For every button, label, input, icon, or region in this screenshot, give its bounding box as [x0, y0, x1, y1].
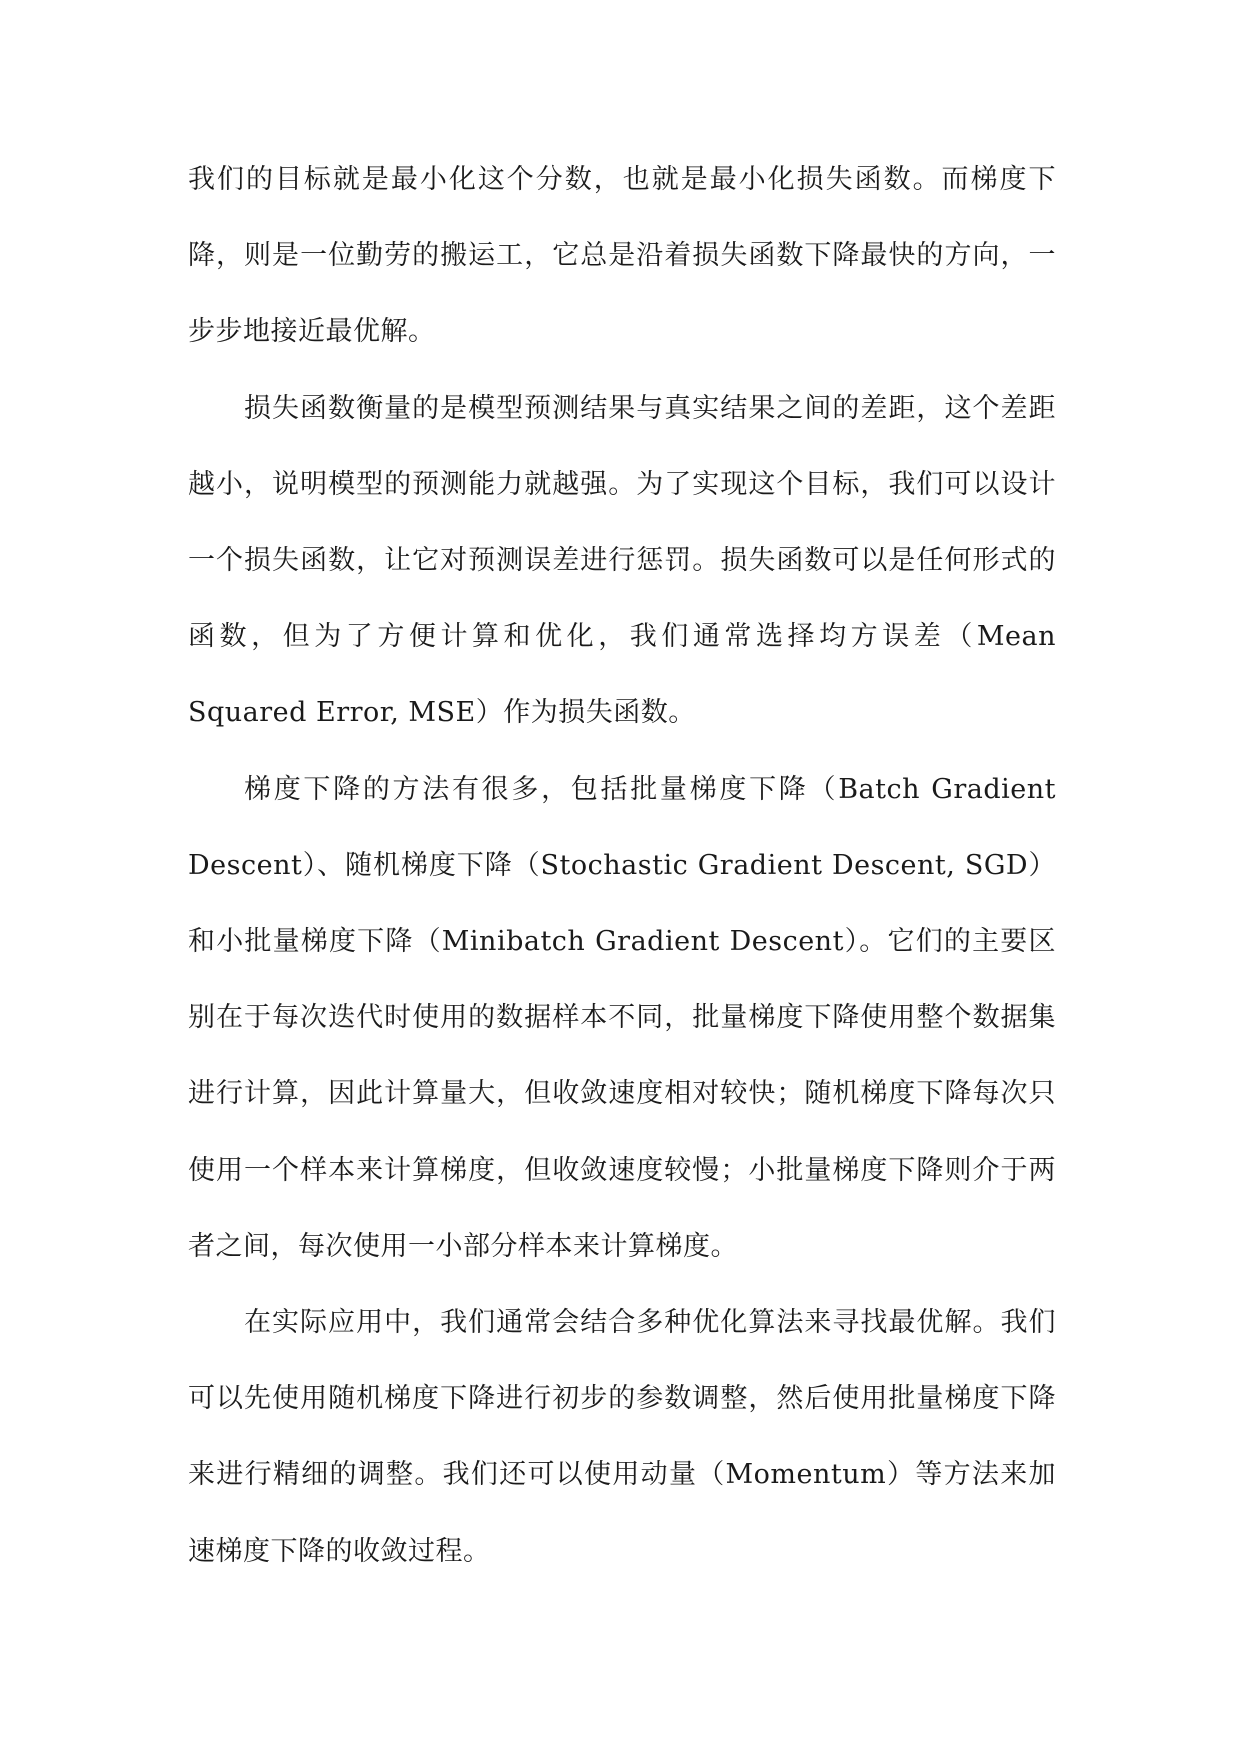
paragraph-loss-function: 损失函数衡量的是模型预测结果与真实结果之间的差距，这个差距越小，说明模型的预测能力就越强。为了实现这个目标，我们可以设计一个损失函数，让它对预测误差进行惩罚。损失函数可以是任何形式的函数，但为了方便计算和优化，我们通常选择均方误差（Mean Squared Error, MSE）作为损失函数。 [188, 392, 1056, 729]
body-text [188, 142, 1056, 1590]
paragraph-gradient-methods: 梯度下降的方法有很多，包括批量梯度下降（Batch Gradient Descent）、随机梯度下降（Stochastic Gradient Descent, SGD）和小批量梯度下降（Minibatch Gradient Descent）。它们的主要区别在于每次迭代时使用的数据样本不同，批量梯度下降使用整个数据集进行计算，因此计算量大，但收敛速度相对较快；随机梯度下降每次只使用一个样本来计算梯度，但收敛速度较慢；小批量梯度下降则介于两者之间，每次使用一小部分样本来计算梯度。 [188, 773, 1056, 1262]
paragraph-continuation: 我们的目标就是最小化这个分数，也就是最小化损失函数。而梯度下降，则是一位勤劳的搬运工，它总是沿着损失函数下降最快的方向，一步步地接近最优解。 [188, 164, 1056, 348]
paragraph-practical-application: 在实际应用中，我们通常会结合多种优化算法来寻找最优解。我们可以先使用随机梯度下降进行初步的参数调整，然后使用批量梯度下降来进行精细的调整。我们还可以使用动量（Momentum）等方法来加速梯度下降的收敛过程。 [188, 1307, 1056, 1567]
